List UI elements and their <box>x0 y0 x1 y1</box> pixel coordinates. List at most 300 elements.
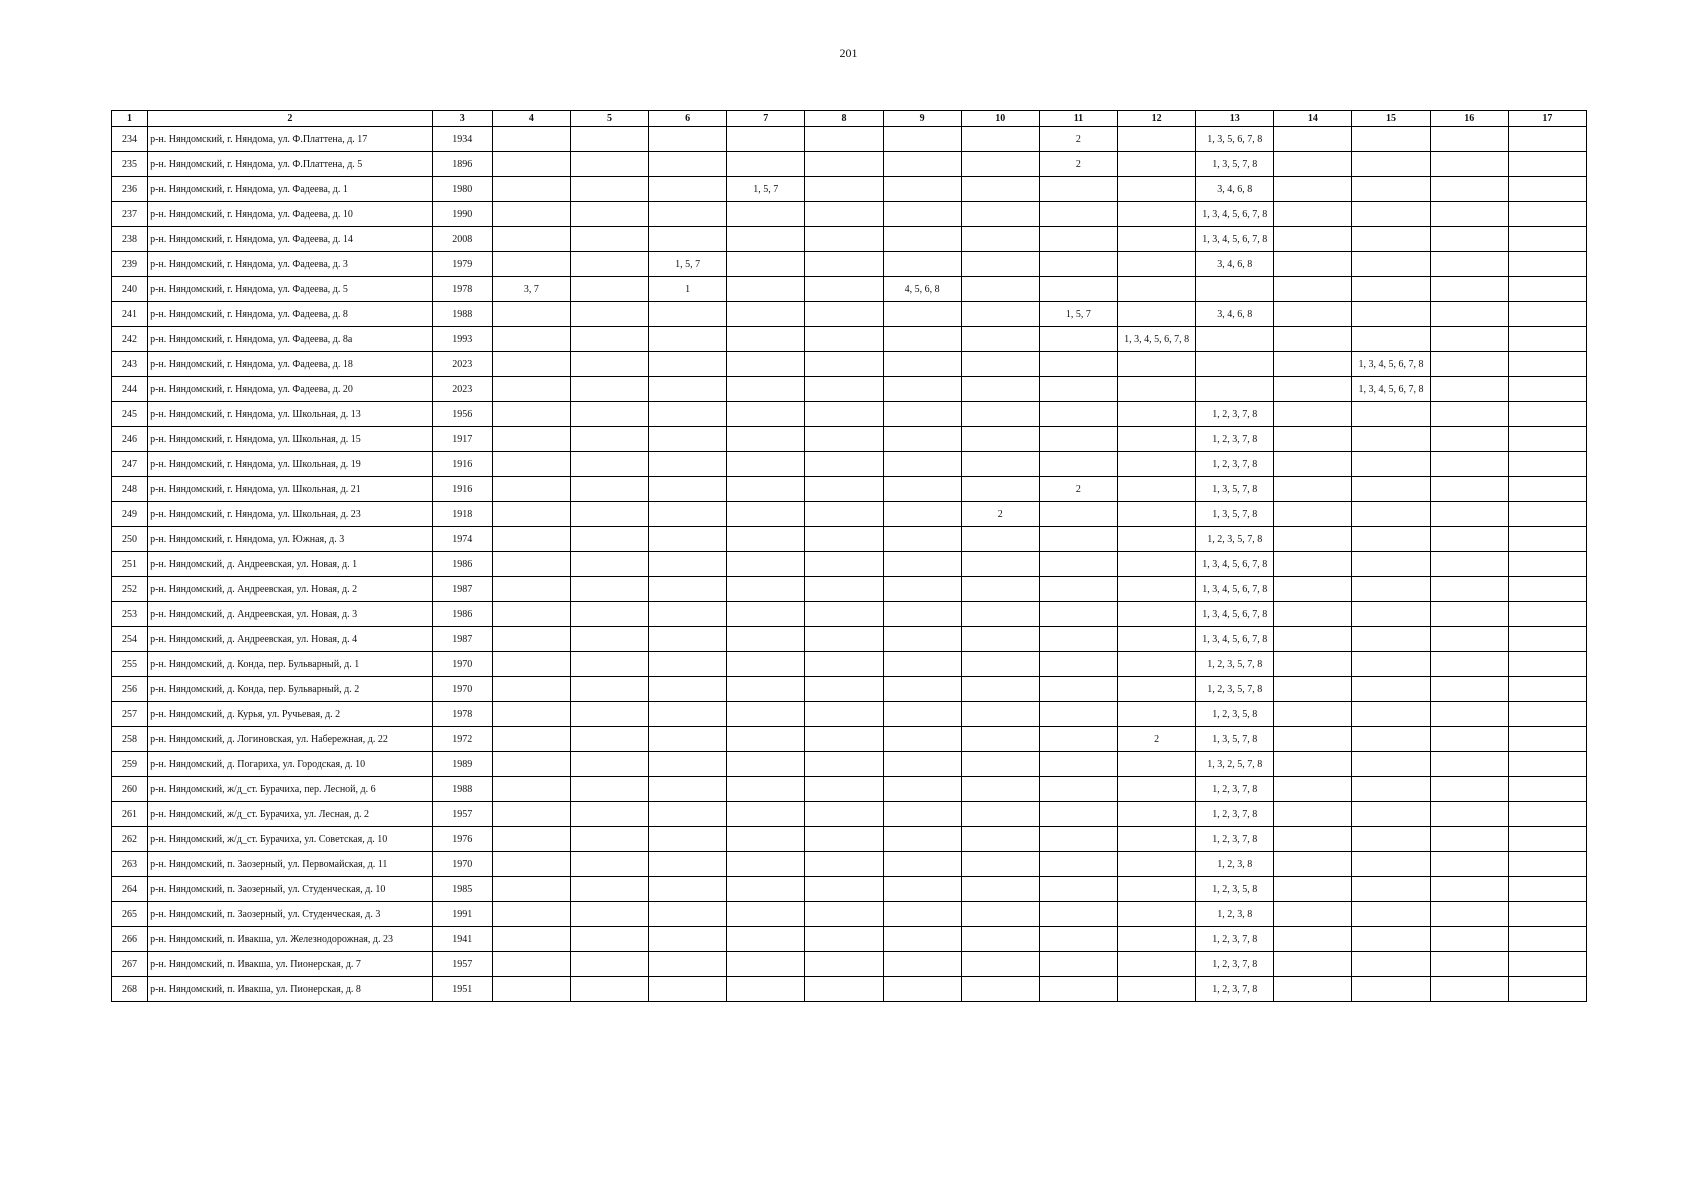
column-13-cell: 1, 3, 4, 5, 6, 7, 8 <box>1196 227 1274 252</box>
column-8-cell <box>805 477 883 502</box>
column-14-cell <box>1274 977 1352 1002</box>
column-12-cell <box>1118 377 1196 402</box>
column-9-cell <box>883 927 961 952</box>
column-10-cell <box>961 852 1039 877</box>
column-7-cell <box>727 627 805 652</box>
column-4-cell <box>492 152 570 177</box>
address-cell: р-н. Няндомский, г. Няндома, ул. Фадеева, д. 18 <box>148 352 433 377</box>
column-6-cell <box>649 302 727 327</box>
column-5-cell <box>570 927 648 952</box>
column-4-cell <box>492 127 570 152</box>
column-7-cell <box>727 977 805 1002</box>
row-number: 244 <box>112 377 148 402</box>
table-row <box>112 402 1587 427</box>
column-9-cell <box>883 727 961 752</box>
column-14-cell <box>1274 827 1352 852</box>
column-12-cell <box>1118 777 1196 802</box>
column-7-cell <box>727 702 805 727</box>
column-11-cell <box>1039 227 1117 252</box>
column-4-cell <box>492 952 570 977</box>
table-row <box>112 602 1587 627</box>
column-7-cell <box>727 552 805 577</box>
column-13-cell: 1, 3, 5, 6, 7, 8 <box>1196 127 1274 152</box>
column-14-cell <box>1274 927 1352 952</box>
column-15-cell <box>1352 777 1430 802</box>
column-10-cell <box>961 202 1039 227</box>
column-4-cell <box>492 977 570 1002</box>
column-11-cell <box>1039 552 1117 577</box>
row-number: 235 <box>112 152 148 177</box>
column-8-cell <box>805 452 883 477</box>
column-11-cell <box>1039 777 1117 802</box>
row-number: 258 <box>112 727 148 752</box>
column-7-cell <box>727 602 805 627</box>
year-cell: 1957 <box>432 952 492 977</box>
column-12-cell <box>1118 827 1196 852</box>
column-header-15: 15 <box>1352 111 1430 127</box>
column-9-cell <box>883 677 961 702</box>
column-7-cell <box>727 802 805 827</box>
column-16-cell <box>1430 427 1508 452</box>
column-16-cell <box>1430 177 1508 202</box>
row-number: 239 <box>112 252 148 277</box>
address-cell: р-н. Няндомский, г. Няндома, ул. Фадеева, д. 5 <box>148 277 433 302</box>
column-15-cell <box>1352 502 1430 527</box>
column-10-cell <box>961 652 1039 677</box>
column-15-cell <box>1352 202 1430 227</box>
column-8-cell <box>805 177 883 202</box>
column-7-cell <box>727 577 805 602</box>
address-cell: р-н. Няндомский, г. Няндома, ул. Фадеева, д. 14 <box>148 227 433 252</box>
address-cell: р-н. Няндомский, г. Няндома, ул. Ф.Платтена, д. 17 <box>148 127 433 152</box>
column-8-cell <box>805 702 883 727</box>
year-cell: 1986 <box>432 552 492 577</box>
column-5-cell <box>570 127 648 152</box>
table-row <box>112 652 1587 677</box>
column-11-cell <box>1039 802 1117 827</box>
column-12-cell <box>1118 202 1196 227</box>
column-13-cell: 3, 4, 6, 8 <box>1196 177 1274 202</box>
column-6-cell <box>649 927 727 952</box>
column-14-cell <box>1274 777 1352 802</box>
column-12-cell <box>1118 702 1196 727</box>
address-cell: р-н. Няндомский, г. Няндома, ул. Фадеева, д. 10 <box>148 202 433 227</box>
column-12-cell <box>1118 877 1196 902</box>
column-5-cell <box>570 377 648 402</box>
column-16-cell <box>1430 352 1508 377</box>
column-12-cell <box>1118 902 1196 927</box>
table-row <box>112 477 1587 502</box>
column-16-cell <box>1430 277 1508 302</box>
year-cell: 1978 <box>432 277 492 302</box>
column-17-cell <box>1508 127 1586 152</box>
column-header-1: 1 <box>112 111 148 127</box>
row-number: 264 <box>112 877 148 902</box>
column-16-cell <box>1430 202 1508 227</box>
column-17-cell <box>1508 377 1586 402</box>
column-17-cell <box>1508 752 1586 777</box>
row-number: 243 <box>112 352 148 377</box>
column-15-cell <box>1352 577 1430 602</box>
year-cell: 1934 <box>432 127 492 152</box>
row-number: 242 <box>112 327 148 352</box>
table-header <box>112 111 1587 127</box>
column-10-cell <box>961 777 1039 802</box>
column-13-cell: 1, 2, 3, 7, 8 <box>1196 927 1274 952</box>
column-14-cell <box>1274 852 1352 877</box>
column-11-cell <box>1039 627 1117 652</box>
column-16-cell <box>1430 377 1508 402</box>
column-5-cell <box>570 552 648 577</box>
column-6-cell <box>649 177 727 202</box>
column-14-cell <box>1274 602 1352 627</box>
column-header-2: 2 <box>148 111 433 127</box>
column-6-cell <box>649 577 727 602</box>
column-7-cell <box>727 202 805 227</box>
column-8-cell <box>805 427 883 452</box>
column-10-cell <box>961 977 1039 1002</box>
column-10-cell <box>961 627 1039 652</box>
column-6-cell <box>649 752 727 777</box>
year-cell: 1916 <box>432 452 492 477</box>
column-11-cell <box>1039 727 1117 752</box>
column-4-cell <box>492 552 570 577</box>
address-cell: р-н. Няндомский, г. Няндома, ул. Школьная, д. 15 <box>148 427 433 452</box>
column-13-cell: 1, 2, 3, 7, 8 <box>1196 402 1274 427</box>
column-7-cell <box>727 352 805 377</box>
column-8-cell <box>805 627 883 652</box>
column-16-cell <box>1430 902 1508 927</box>
column-11-cell <box>1039 602 1117 627</box>
column-13-cell: 1, 3, 4, 5, 6, 7, 8 <box>1196 627 1274 652</box>
year-cell: 1987 <box>432 627 492 652</box>
column-11-cell: 2 <box>1039 477 1117 502</box>
year-cell: 1976 <box>432 827 492 852</box>
address-cell: р-н. Няндомский, д. Логиновская, ул. Набережная, д. 22 <box>148 727 433 752</box>
address-cell: р-н. Няндомский, г. Няндома, ул. Южная, д. 3 <box>148 527 433 552</box>
column-9-cell <box>883 452 961 477</box>
column-6-cell <box>649 652 727 677</box>
column-4-cell: 3, 7 <box>492 277 570 302</box>
column-5-cell <box>570 352 648 377</box>
column-5-cell <box>570 777 648 802</box>
column-9-cell: 4, 5, 6, 8 <box>883 277 961 302</box>
column-10-cell <box>961 152 1039 177</box>
row-number: 261 <box>112 802 148 827</box>
table-row <box>112 152 1587 177</box>
column-7-cell <box>727 652 805 677</box>
row-number: 255 <box>112 652 148 677</box>
column-14-cell <box>1274 127 1352 152</box>
column-12-cell <box>1118 627 1196 652</box>
column-11-cell <box>1039 277 1117 302</box>
row-number: 234 <box>112 127 148 152</box>
address-cell: р-н. Няндомский, д. Андреевская, ул. Новая, д. 2 <box>148 577 433 602</box>
column-4-cell <box>492 402 570 427</box>
column-15-cell <box>1352 152 1430 177</box>
table-row <box>112 452 1587 477</box>
column-15-cell <box>1352 852 1430 877</box>
row-number: 265 <box>112 902 148 927</box>
column-4-cell <box>492 227 570 252</box>
column-5-cell <box>570 902 648 927</box>
buildings-table <box>111 110 1587 1002</box>
column-7-cell <box>727 427 805 452</box>
year-cell: 1917 <box>432 427 492 452</box>
column-8-cell <box>805 652 883 677</box>
column-11-cell <box>1039 427 1117 452</box>
column-11-cell <box>1039 577 1117 602</box>
column-16-cell <box>1430 327 1508 352</box>
column-9-cell <box>883 802 961 827</box>
column-9-cell <box>883 252 961 277</box>
column-12-cell <box>1118 952 1196 977</box>
column-10-cell <box>961 452 1039 477</box>
column-6-cell <box>649 677 727 702</box>
year-cell: 1993 <box>432 327 492 352</box>
column-12-cell: 1, 3, 4, 5, 6, 7, 8 <box>1118 327 1196 352</box>
page-number: 201 <box>839 46 858 60</box>
address-cell: р-н. Няндомский, д. Андреевская, ул. Новая, д. 4 <box>148 627 433 652</box>
table-row <box>112 302 1587 327</box>
column-15-cell <box>1352 227 1430 252</box>
column-8-cell <box>805 302 883 327</box>
column-7-cell <box>727 327 805 352</box>
column-13-cell: 1, 2, 3, 8 <box>1196 902 1274 927</box>
column-10-cell <box>961 227 1039 252</box>
column-14-cell <box>1274 752 1352 777</box>
column-header-13: 13 <box>1196 111 1274 127</box>
address-cell: р-н. Няндомский, п. Ивакша, ул. Железнодорожная, д. 23 <box>148 927 433 952</box>
column-15-cell <box>1352 702 1430 727</box>
column-12-cell <box>1118 177 1196 202</box>
column-17-cell <box>1508 977 1586 1002</box>
column-4-cell <box>492 352 570 377</box>
column-12-cell <box>1118 452 1196 477</box>
column-15-cell <box>1352 252 1430 277</box>
column-14-cell <box>1274 652 1352 677</box>
table-row <box>112 377 1587 402</box>
column-4-cell <box>492 377 570 402</box>
column-4-cell <box>492 877 570 902</box>
column-header-16: 16 <box>1430 111 1508 127</box>
address-cell: р-н. Няндомский, п. Ивакша, ул. Пионерская, д. 7 <box>148 952 433 977</box>
table-row <box>112 427 1587 452</box>
address-cell: р-н. Няндомский, п. Ивакша, ул. Пионерская, д. 8 <box>148 977 433 1002</box>
column-9-cell <box>883 702 961 727</box>
column-10-cell <box>961 302 1039 327</box>
column-17-cell <box>1508 802 1586 827</box>
column-13-cell: 1, 3, 4, 5, 6, 7, 8 <box>1196 552 1274 577</box>
table-row <box>112 202 1587 227</box>
column-14-cell <box>1274 352 1352 377</box>
table-row <box>112 877 1587 902</box>
row-number: 248 <box>112 477 148 502</box>
year-cell: 1979 <box>432 252 492 277</box>
column-13-cell: 1, 2, 3, 5, 8 <box>1196 877 1274 902</box>
column-16-cell <box>1430 577 1508 602</box>
column-6-cell <box>649 227 727 252</box>
column-10-cell <box>961 327 1039 352</box>
column-12-cell <box>1118 427 1196 452</box>
column-14-cell <box>1274 802 1352 827</box>
column-6-cell <box>649 802 727 827</box>
column-4-cell <box>492 602 570 627</box>
column-4-cell <box>492 502 570 527</box>
column-11-cell <box>1039 927 1117 952</box>
address-cell: р-н. Няндомский, г. Няндома, ул. Фадеева, д. 8а <box>148 327 433 352</box>
column-6-cell <box>649 627 727 652</box>
row-number: 240 <box>112 277 148 302</box>
column-17-cell <box>1508 502 1586 527</box>
table-row <box>112 577 1587 602</box>
column-5-cell <box>570 527 648 552</box>
column-10-cell <box>961 527 1039 552</box>
column-13-cell: 1, 3, 5, 7, 8 <box>1196 152 1274 177</box>
column-5-cell <box>570 577 648 602</box>
column-11-cell <box>1039 877 1117 902</box>
column-15-cell <box>1352 452 1430 477</box>
table-row <box>112 327 1587 352</box>
column-11-cell <box>1039 177 1117 202</box>
column-16-cell <box>1430 777 1508 802</box>
column-15-cell <box>1352 927 1430 952</box>
column-11-cell <box>1039 527 1117 552</box>
column-5-cell <box>570 627 648 652</box>
table-row <box>112 702 1587 727</box>
column-5-cell <box>570 177 648 202</box>
column-11-cell <box>1039 202 1117 227</box>
column-13-cell: 1, 2, 3, 7, 8 <box>1196 427 1274 452</box>
column-10-cell <box>961 602 1039 627</box>
column-17-cell <box>1508 677 1586 702</box>
column-16-cell <box>1430 927 1508 952</box>
address-cell: р-н. Няндомский, г. Няндома, ул. Школьная, д. 13 <box>148 402 433 427</box>
column-10-cell <box>961 927 1039 952</box>
column-13-cell: 1, 3, 4, 5, 6, 7, 8 <box>1196 602 1274 627</box>
column-6-cell <box>649 427 727 452</box>
address-cell: р-н. Няндомский, ж/д_ст. Бурачиха, пер. Лесной, д. 6 <box>148 777 433 802</box>
column-7-cell <box>727 227 805 252</box>
column-14-cell <box>1274 452 1352 477</box>
column-9-cell <box>883 152 961 177</box>
year-cell: 1970 <box>432 652 492 677</box>
column-4-cell <box>492 177 570 202</box>
column-13-cell: 3, 4, 6, 8 <box>1196 302 1274 327</box>
column-17-cell <box>1508 477 1586 502</box>
column-17-cell <box>1508 552 1586 577</box>
column-17-cell <box>1508 352 1586 377</box>
table-row <box>112 502 1587 527</box>
column-8-cell <box>805 777 883 802</box>
column-12-cell: 2 <box>1118 727 1196 752</box>
column-header-14: 14 <box>1274 111 1352 127</box>
column-13-cell: 1, 3, 4, 5, 6, 7, 8 <box>1196 202 1274 227</box>
column-5-cell <box>570 977 648 1002</box>
column-13-cell: 1, 2, 3, 7, 8 <box>1196 952 1274 977</box>
row-number: 238 <box>112 227 148 252</box>
column-7-cell <box>727 777 805 802</box>
column-15-cell <box>1352 727 1430 752</box>
year-cell: 1970 <box>432 852 492 877</box>
column-9-cell <box>883 552 961 577</box>
year-cell: 1941 <box>432 927 492 952</box>
column-8-cell <box>805 602 883 627</box>
column-16-cell <box>1430 627 1508 652</box>
column-15-cell <box>1352 627 1430 652</box>
column-6-cell <box>649 977 727 1002</box>
column-header-9: 9 <box>883 111 961 127</box>
table-row <box>112 227 1587 252</box>
column-9-cell <box>883 202 961 227</box>
column-17-cell <box>1508 452 1586 477</box>
column-16-cell <box>1430 452 1508 477</box>
column-13-cell: 1, 2, 3, 5, 7, 8 <box>1196 527 1274 552</box>
column-13-cell <box>1196 327 1274 352</box>
column-17-cell <box>1508 602 1586 627</box>
column-5-cell <box>570 502 648 527</box>
column-15-cell <box>1352 427 1430 452</box>
column-12-cell <box>1118 577 1196 602</box>
column-13-cell: 1, 2, 3, 8 <box>1196 852 1274 877</box>
address-cell: р-н. Няндомский, г. Няндома, ул. Фадеева, д. 8 <box>148 302 433 327</box>
table-body <box>112 127 1587 1002</box>
column-11-cell <box>1039 752 1117 777</box>
column-15-cell: 1, 3, 4, 5, 6, 7, 8 <box>1352 377 1430 402</box>
column-17-cell <box>1508 427 1586 452</box>
column-6-cell <box>649 502 727 527</box>
year-cell: 1957 <box>432 802 492 827</box>
table-row <box>112 277 1587 302</box>
row-number: 262 <box>112 827 148 852</box>
year-cell: 1991 <box>432 902 492 927</box>
column-10-cell <box>961 702 1039 727</box>
table-row <box>112 977 1587 1002</box>
column-10-cell <box>961 677 1039 702</box>
column-7-cell <box>727 527 805 552</box>
column-17-cell <box>1508 902 1586 927</box>
column-15-cell <box>1352 302 1430 327</box>
column-9-cell <box>883 752 961 777</box>
column-15-cell <box>1352 177 1430 202</box>
column-header-7: 7 <box>727 111 805 127</box>
column-15-cell <box>1352 652 1430 677</box>
column-9-cell <box>883 302 961 327</box>
column-6-cell <box>649 352 727 377</box>
column-16-cell <box>1430 227 1508 252</box>
column-9-cell <box>883 502 961 527</box>
column-8-cell <box>805 752 883 777</box>
year-cell: 1990 <box>432 202 492 227</box>
column-13-cell: 1, 3, 4, 5, 6, 7, 8 <box>1196 577 1274 602</box>
column-10-cell <box>961 877 1039 902</box>
column-header-5: 5 <box>570 111 648 127</box>
column-12-cell <box>1118 502 1196 527</box>
address-cell: р-н. Няндомский, д. Андреевская, ул. Новая, д. 1 <box>148 552 433 577</box>
column-11-cell <box>1039 852 1117 877</box>
column-11-cell <box>1039 377 1117 402</box>
column-9-cell <box>883 952 961 977</box>
column-12-cell <box>1118 652 1196 677</box>
column-13-cell <box>1196 277 1274 302</box>
column-12-cell <box>1118 602 1196 627</box>
column-17-cell <box>1508 277 1586 302</box>
row-number: 237 <box>112 202 148 227</box>
column-7-cell <box>727 152 805 177</box>
table-row <box>112 902 1587 927</box>
column-10-cell <box>961 177 1039 202</box>
column-4-cell <box>492 427 570 452</box>
